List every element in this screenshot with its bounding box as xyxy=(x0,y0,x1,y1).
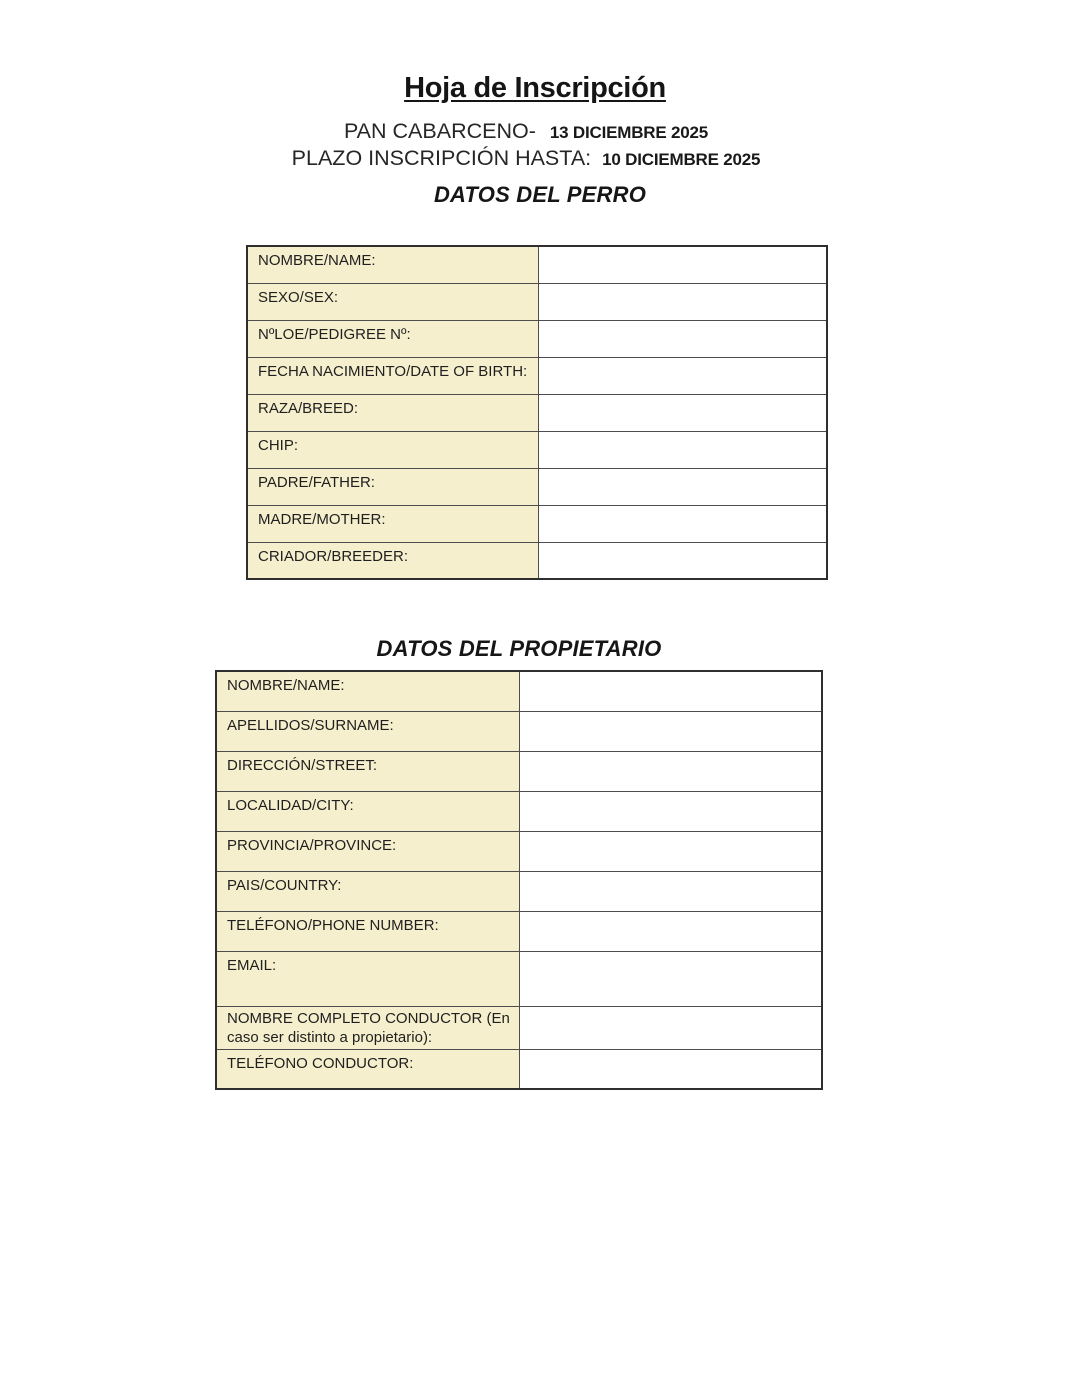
event-date-text: 13 DICIEMBRE 2025 xyxy=(549,123,709,142)
field-value-cell[interactable] xyxy=(538,468,827,505)
field-label-cell: PADRE/FATHER: xyxy=(247,468,538,505)
table-row xyxy=(247,246,827,283)
field-value-cell[interactable] xyxy=(538,283,827,320)
field-label-cell: EMAIL: xyxy=(216,951,519,1006)
field-label-cell: CHIP: xyxy=(247,431,538,468)
field-value-cell[interactable] xyxy=(538,431,827,468)
table-row xyxy=(247,542,827,579)
table-row xyxy=(216,671,822,711)
table-row xyxy=(216,751,822,791)
field-value-cell[interactable] xyxy=(538,394,827,431)
field-value-cell[interactable] xyxy=(519,711,822,751)
field-value-cell[interactable] xyxy=(519,1049,822,1089)
event-line xyxy=(0,119,1052,144)
field-label-cell: MADRE/MOTHER: xyxy=(247,505,538,542)
field-label-cell: LOCALIDAD/CITY: xyxy=(216,791,519,831)
table-row xyxy=(216,1049,822,1089)
table-row xyxy=(247,505,827,542)
field-label-cell: DIRECCIÓN/STREET: xyxy=(216,751,519,791)
field-label-cell: TELÉFONO/PHONE NUMBER: xyxy=(216,911,519,951)
field-label-cell: FECHA NACIMIENTO/DATE OF BIRTH: xyxy=(247,357,538,394)
table-row xyxy=(247,283,827,320)
field-value-cell[interactable] xyxy=(519,1006,822,1049)
table-row xyxy=(247,431,827,468)
deadline-date-text: 10 DICIEMBRE 2025 xyxy=(602,150,761,169)
event-name-text: PAN CABARCENO- xyxy=(343,119,536,143)
table-row xyxy=(216,951,822,1006)
field-value-cell[interactable] xyxy=(538,246,827,283)
field-value-cell[interactable] xyxy=(538,357,827,394)
table-row xyxy=(247,320,827,357)
field-label-cell: PAIS/COUNTRY: xyxy=(216,871,519,911)
table-row xyxy=(216,1006,822,1049)
field-value-cell[interactable] xyxy=(538,320,827,357)
table-row xyxy=(216,711,822,751)
table-row xyxy=(247,357,827,394)
field-value-cell[interactable] xyxy=(519,791,822,831)
table-row xyxy=(216,791,822,831)
table-row xyxy=(216,871,822,911)
table-row xyxy=(247,468,827,505)
field-label-cell: NOMBRE/NAME: xyxy=(247,246,538,283)
page-title: Hoja de Inscripción xyxy=(404,72,666,104)
field-label-cell: CRIADOR/BREEDER: xyxy=(247,542,538,579)
deadline-line xyxy=(0,146,1052,171)
field-label-cell: NOMBRE COMPLETO CONDUCTOR (En caso ser distinto a propietario): xyxy=(216,1006,519,1049)
field-value-cell[interactable] xyxy=(519,751,822,791)
table-row xyxy=(247,394,827,431)
dog-data-table xyxy=(246,245,828,580)
table-row xyxy=(216,911,822,951)
field-value-cell[interactable] xyxy=(538,542,827,579)
dog-section-heading: DATOS DEL PERRO xyxy=(433,182,647,207)
field-value-cell[interactable] xyxy=(519,951,822,1006)
owner-data-table xyxy=(215,670,823,1090)
field-label-cell: NOMBRE/NAME: xyxy=(216,671,519,711)
field-value-cell[interactable] xyxy=(519,671,822,711)
field-label-cell: NºLOE/PEDIGREE Nº: xyxy=(247,320,538,357)
field-label-cell: RAZA/BREED: xyxy=(247,394,538,431)
field-label-cell: PROVINCIA/PROVINCE: xyxy=(216,831,519,871)
field-value-cell[interactable] xyxy=(519,871,822,911)
table-row xyxy=(216,831,822,871)
owner-section-heading: DATOS DEL PROPIETARIO xyxy=(376,636,662,661)
field-value-cell[interactable] xyxy=(538,505,827,542)
deadline-label-text: PLAZO INSCRIPCIÓN HASTA: xyxy=(291,146,592,170)
field-label-cell: SEXO/SEX: xyxy=(247,283,538,320)
field-value-cell[interactable] xyxy=(519,831,822,871)
field-value-cell[interactable] xyxy=(519,911,822,951)
field-label-cell: TELÉFONO CONDUCTOR: xyxy=(216,1049,519,1089)
field-label-cell: APELLIDOS/SURNAME: xyxy=(216,711,519,751)
